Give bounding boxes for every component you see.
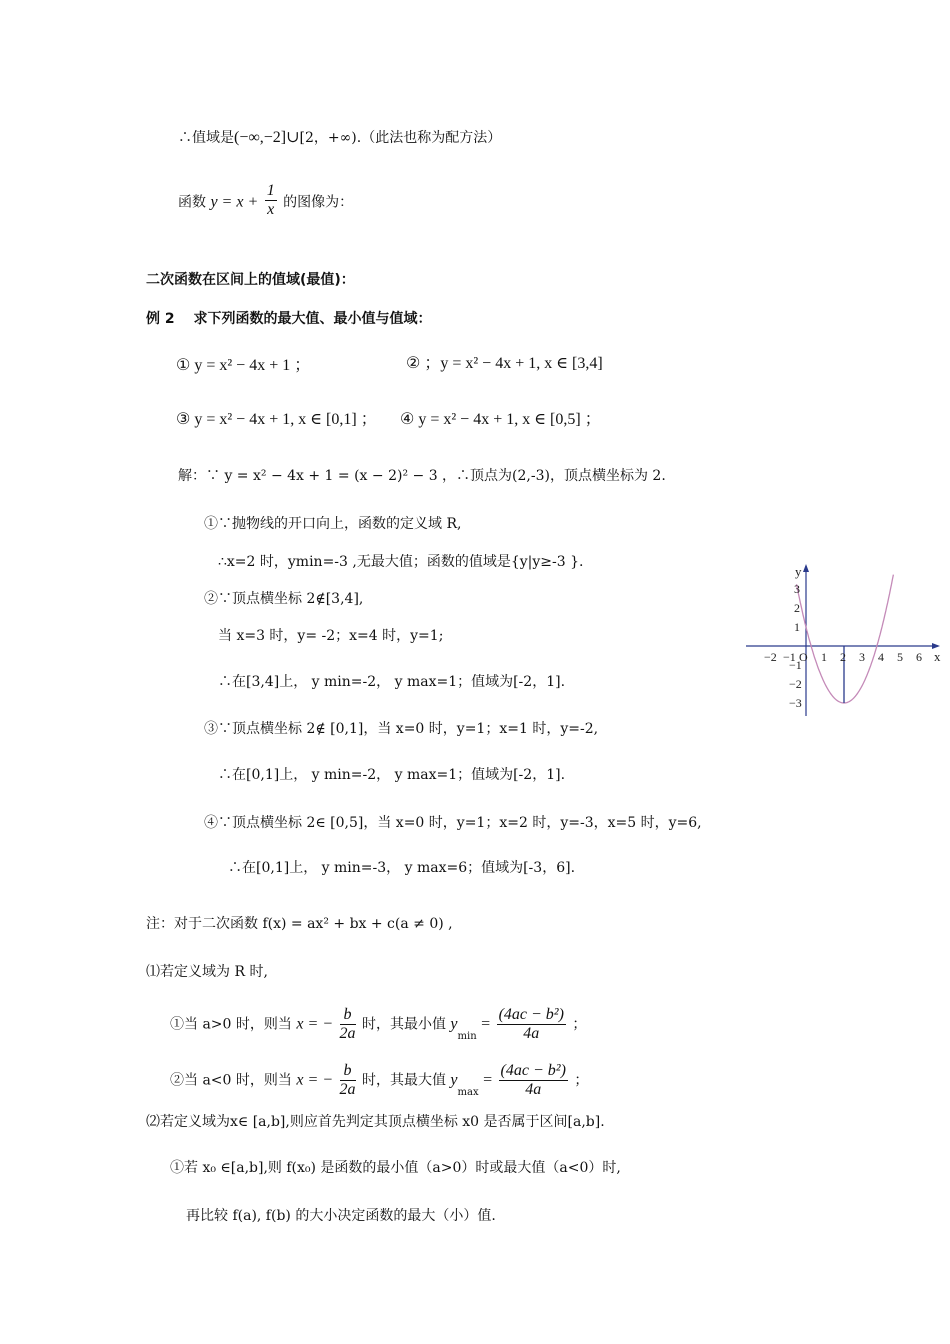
fraction xyxy=(497,1006,566,1043)
x-tick-label: 3 xyxy=(859,650,865,664)
solution-2c: ∴在[3,4]上， y min=-2， y max=1；值域为[-2，1]. xyxy=(218,674,566,690)
question-3: ③ y = x² − 4x + 1, x ∈ [0,1] ； xyxy=(176,411,377,428)
fraction xyxy=(340,1006,356,1043)
x-tick-label: 6 xyxy=(916,650,922,664)
note-case-1a xyxy=(170,1006,586,1043)
text-middle: 时，其最小值 xyxy=(361,1016,446,1033)
solution-1b: ∴x=2 时，ymin=-3 ,无最大值；函数的值域是{y|y≥-3 }. xyxy=(218,554,584,570)
solution-1a: ①∵抛物线的开口向上，函数的定义域 R, xyxy=(204,516,462,532)
text-end: ； xyxy=(574,1072,589,1089)
solution-2b: 当 x=3 时，y= -2；x=4 时，y=1; xyxy=(218,628,444,644)
y-tick-label: −3 xyxy=(789,696,802,710)
text-prefix: ①当 a>0 时，则当 xyxy=(170,1016,292,1033)
math-interval: (−∞,−2]∪ xyxy=(234,129,300,146)
solution-3b: ∴在[0,1]上， y min=-2， y max=1；值域为[-2，1]. xyxy=(218,767,566,783)
math-subscript: min xyxy=(457,1030,477,1042)
fraction xyxy=(340,1062,356,1099)
math-equals: = xyxy=(481,1015,491,1033)
fraction-denominator: 4a xyxy=(525,1081,542,1098)
fraction-denominator: 2a xyxy=(339,1025,356,1042)
solution-4b: ∴在[0,1]上， y min=-3， y max=6；值域为[-3，6]. xyxy=(228,860,576,876)
y-axis-label: y xyxy=(795,564,802,579)
note-case-2b: 再比较 f(a), f(b) 的大小决定函数的最大（小）值. xyxy=(186,1208,496,1224)
x-tick-label: 5 xyxy=(897,650,903,664)
fraction-numerator: 1 xyxy=(266,182,275,199)
y-tick-label: 3 xyxy=(794,582,800,596)
y-tick-label: −2 xyxy=(789,677,802,691)
parabola-graph xyxy=(744,560,944,720)
fraction-numerator: b xyxy=(340,1062,356,1081)
y-tick-label: 1 xyxy=(794,620,800,634)
note-line: 注：对于二次函数 f(x) = ax² + bx + c(a ≠ 0) , xyxy=(146,916,453,932)
note-case-2a: ①若 x₀ ∈[a,b],则 f(x₀) 是函数的最小值（a>0）时或最大值（a<0）时, xyxy=(170,1160,621,1176)
x-tick-label: 2 xyxy=(840,650,846,664)
x-tick-label: O xyxy=(799,650,808,664)
fraction-denominator: x xyxy=(267,201,275,218)
example-title: 例 2 求下列函数的最大值、最小值与值域： xyxy=(146,311,432,327)
math-expression: x = − xyxy=(296,1015,334,1033)
x-tick-label: −2 xyxy=(764,650,777,664)
text-suffix: [2，+∞).（此法也称为配方法） xyxy=(299,130,502,146)
fraction-denominator: 4a xyxy=(523,1025,540,1042)
text-prefix: ∴值域是 xyxy=(178,130,234,146)
y-axis-arrow xyxy=(803,564,809,572)
fraction-numerator: (4ac − b²) xyxy=(500,1062,566,1079)
question-2: ② ；y = x² − 4x + 1, x ∈ [3,4] xyxy=(406,355,603,372)
note-case-1b xyxy=(170,1062,588,1099)
math-y: y xyxy=(450,1071,458,1089)
question-1: ① y = x² − 4x + 1 ； xyxy=(176,357,311,374)
note-case-1: ⑴若定义域为 R 时, xyxy=(146,964,268,980)
fraction-denominator: 2a xyxy=(339,1081,356,1098)
math-y: y xyxy=(450,1015,458,1033)
section-title: 二次函数在区间上的值域(最值)： xyxy=(146,272,355,288)
x-tick-label: 4 xyxy=(878,650,884,664)
fraction xyxy=(499,1062,568,1099)
solution-2a: ②∵顶点横坐标 2∉[3,4], xyxy=(204,591,364,607)
parabola-curve xyxy=(797,575,894,703)
note-case-2: ⑵若定义域为x∈ [a,b],则应首先判定其顶点横坐标 x0 是否属于区间[a,b]. xyxy=(146,1114,605,1130)
text-prefix: 函数 xyxy=(178,194,206,211)
x-tick-label: −1 xyxy=(783,650,796,664)
fraction-numerator: (4ac − b²) xyxy=(498,1006,564,1023)
text-end: ； xyxy=(572,1016,587,1033)
question-4: ④ y = x² − 4x + 1, x ∈ [0,5] ； xyxy=(400,411,601,428)
math-expression: x = − xyxy=(296,1071,334,1089)
math-subscript: max xyxy=(457,1086,479,1098)
fraction xyxy=(265,182,277,219)
fraction-numerator: b xyxy=(340,1006,356,1025)
text-middle: 时，其最大值 xyxy=(361,1072,446,1089)
text-prefix: ②当 a<0 时，则当 xyxy=(170,1072,292,1089)
solution-3a: ③∵顶点横坐标 2∉ [0,1]，当 x=0 时，y=1；x=1 时，y=-2, xyxy=(204,721,599,737)
y-tick-label: 2 xyxy=(794,601,800,615)
range-conclusion-line xyxy=(178,128,501,148)
text-suffix: 的图像为： xyxy=(283,194,354,211)
math-equals: = xyxy=(483,1071,493,1089)
solution-4a: ④∵顶点横坐标 2∈ [0,5]，当 x=0 时，y=1；x=2 时，y=-3，x=5 时，y=6, xyxy=(204,815,702,831)
math-expression: y = x + xyxy=(210,193,259,211)
y-tick-label: −1 xyxy=(789,658,802,672)
solution-line: 解：∵ y = x² − 4x + 1 = (x − 2)² − 3 ，∴顶点为(2,-3)，顶点横坐标为 2. xyxy=(178,468,666,484)
graph-intro-line xyxy=(178,184,353,221)
x-axis-label: x xyxy=(934,649,941,664)
x-tick-label: 1 xyxy=(821,650,827,664)
